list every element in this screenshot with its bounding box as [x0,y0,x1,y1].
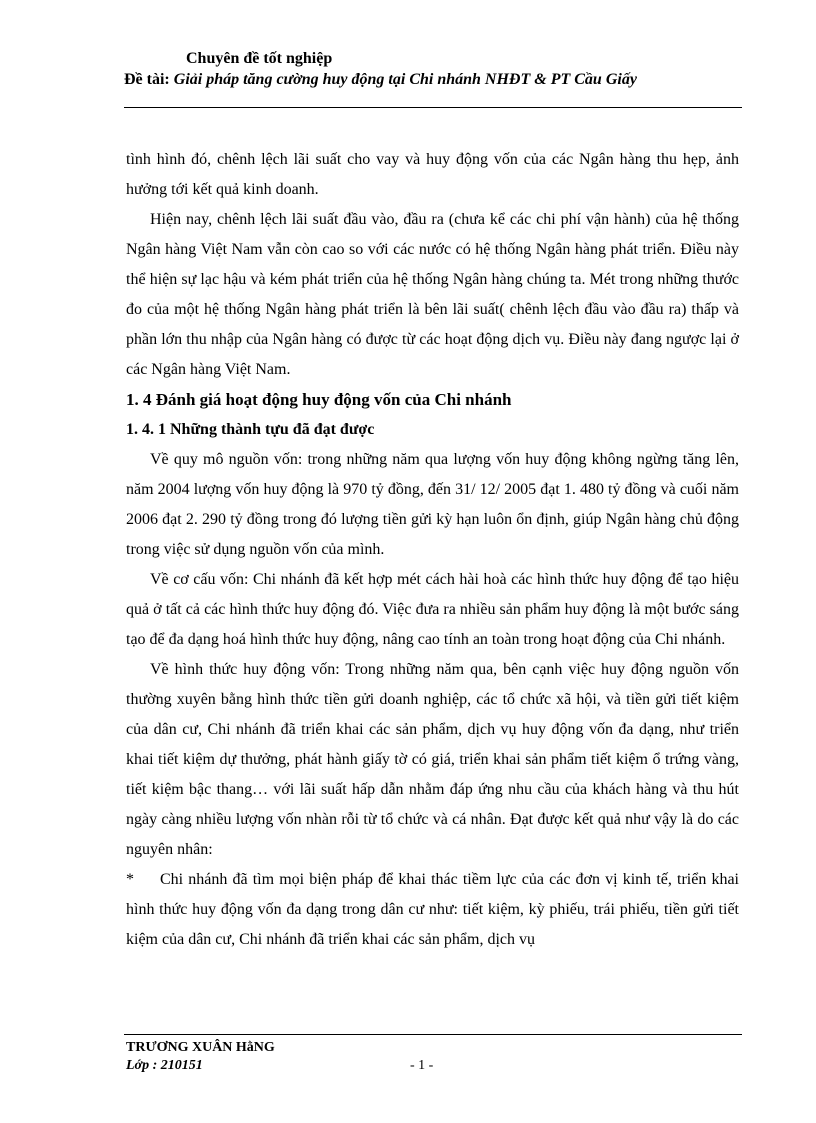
bullet-text: Chi nhánh đã tìm mọi biện pháp để khai thác tiềm lực của các đơn vị kinh tế, triển khai hình thức huy động vốn đa dạng trong dân cư như: tiết kiệm, kỳ phiếu, trái phiếu, tiền gửi tiết kiệm của dân cư, Chi nhánh đã triển khai các sản phẩm, dịch vụ [126,871,739,948]
paragraph-1: tình hình đó, chênh lệch lãi suất cho vay và huy động vốn của các Ngân hàng thu hẹp, ảnh hưởng tới kết quả kinh doanh. [126,151,739,198]
bullet-mark: * [126,871,134,888]
subsection-heading: 1. 4. 1 Những thành tựu đã đạt được [126,421,375,438]
header-divider [124,107,742,108]
header-topic [124,71,637,89]
topic-label: Đề tài: [124,71,170,88]
paragraph-2: Hiện nay, chênh lệch lãi suất đầu vào, đầu ra (chưa kể các chi phí vận hành) của hệ thống Ngân hàng Việt Nam vẫn còn cao so với các nước có hệ thống Ngân hàng phát triển. Điều này thể hiện sự lạc hậu và kém phát triển của hệ thống Ngân hàng chúng ta. Mét trong những thước đo của một hệ thống Ngân hàng phát triển là bên lãi suất( chênh lệch đầu vào đầu ra) thấp và phần lớn thu nhập của Ngân hàng có được từ các hoạt động dịch vụ. Điều này đang ngược lại ở các Ngân hàng Việt Nam. [126,211,739,378]
footer-class: Lớp : 210151 [126,1058,203,1073]
section-heading: 1. 4 Đánh giá hoạt động huy động vốn của Chi nhánh [126,390,512,409]
page-number: - 1 - [410,1058,434,1073]
paragraph-4: Về cơ cấu vốn: Chi nhánh đã kết hợp mét cách hài hoà các hình thức huy động để tạo hiệu quả ở tất cả các hình thức huy động đó. Việc đưa ra nhiều sản phẩm huy động là một bước sáng tạo để đa dạng hoá hình thức huy động, nâng cao tính an toàn trong hoạt động của Chi nhánh. [126,571,739,648]
topic-title: Giải pháp tăng cường huy động tại Chi nhánh NHĐT & PT Cầu Giấy [173,71,637,88]
paragraph-3: Về quy mô nguồn vốn: trong những năm qua lượng vốn huy động không ngừng tăng lên, năm 2004 lượng vốn huy động là 970 tỷ đồng, đến 31/ 12/ 2005 đạt 1. 480 tỷ đồng và cuối năm 2006 đạt 2. 290 tỷ đồng trong đó lượng tiền gửi kỳ hạn luôn ổn định, giúp Ngân hàng chủ động trong việc sử dụng nguồn vốn của mình. [126,451,739,558]
footer-divider [124,1034,742,1035]
footer-author: TRƯƠNG XUÂN HằNG [126,1040,275,1055]
bullet-item [126,865,739,955]
header-subtitle: Chuyên đề tốt nghiệp [186,50,333,67]
paragraph-5: Về hình thức huy động vốn: Trong những năm qua, bên cạnh việc huy động nguồn vốn thường xuyên bằng hình thức tiền gửi doanh nghiệp, các tổ chức xã hội, và tiền gửi tiết kiệm của dân cư, Chi nhánh đã triển khai các sản phẩm, dịch vụ huy động vốn đa dạng, như triển khai tiết kiệm dự thưởng, phát hành giấy tờ có giá, triển khai sản phẩm tiết kiệm ổ trứng vàng, tiết kiệm bậc thang… với lãi suất hấp dẫn nhằm đáp ứng nhu cầu của khách hàng và thu hút ngày càng nhiều lượng vốn nhàn rỗi từ tổ chức và cá nhân. Đạt được kết quả như vậy là do các nguyên nhân: [126,661,739,858]
document-body [126,145,739,955]
